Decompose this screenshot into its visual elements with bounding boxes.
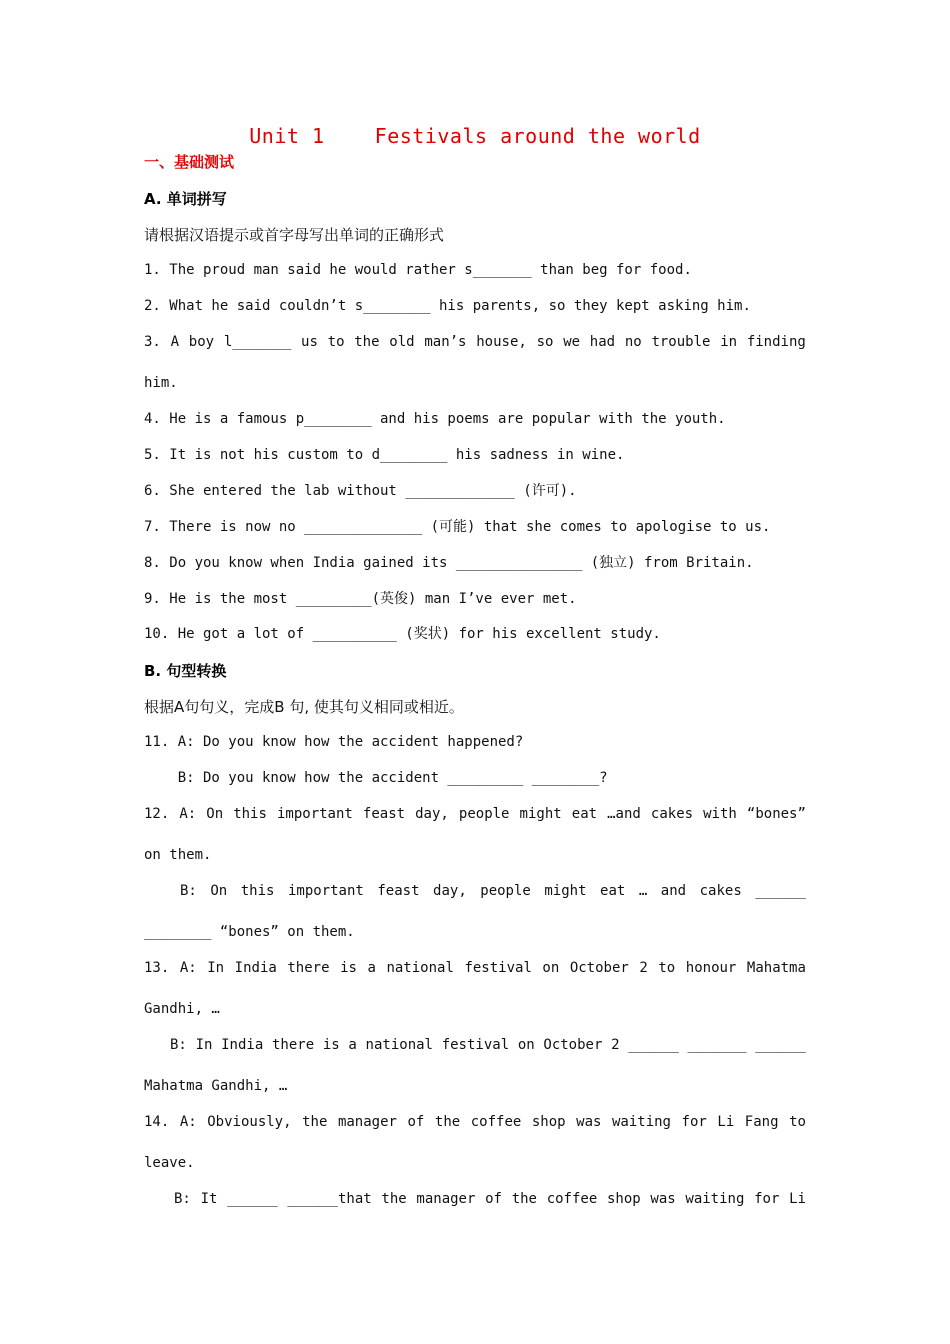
word: A [170, 334, 180, 350]
section-heading-basic-test: 一、基础测试 [144, 153, 235, 171]
word: might [544, 883, 587, 899]
word: important [276, 806, 353, 822]
word: B: [180, 883, 197, 899]
word: is [322, 1037, 340, 1053]
word: national [386, 960, 454, 976]
word: l_______ [223, 334, 292, 350]
word: Obviously, [207, 1114, 292, 1130]
exercise-line: 10. He got a lot of __________ (奖状) for his excellent study. [144, 626, 661, 642]
word: India [221, 1037, 264, 1053]
word: to [658, 960, 676, 976]
word: _______ [687, 1037, 747, 1053]
word: had [589, 334, 616, 350]
word: On [206, 806, 224, 822]
word: manager [337, 1114, 397, 1130]
word: old [389, 334, 415, 350]
word: this [233, 806, 267, 822]
word: in [720, 334, 738, 350]
word: coffee [470, 1114, 522, 1130]
exercise-line: Gandhi, … [144, 1001, 220, 1017]
word: festival [441, 1037, 510, 1053]
word: for [754, 1191, 780, 1207]
word: 3. [144, 334, 161, 350]
word: Li [789, 1191, 806, 1207]
exercise-line [144, 1189, 806, 1209]
word: ______ [755, 883, 806, 899]
word: …and [607, 806, 641, 822]
word: on [542, 960, 560, 976]
word: manager [416, 1191, 476, 1207]
exercise-line: 8. Do you know when India gained its _______________ (独立) from Britain. [144, 555, 754, 571]
word: to [789, 1114, 806, 1130]
word: cakes [699, 883, 742, 899]
exercise-line: 1. The proud man said he would rather s_______ than beg for food. [144, 262, 692, 278]
word: October [543, 1037, 603, 1053]
exercise-line: B: Do you know how the accident _________ ________? [144, 770, 608, 786]
exercise-line [144, 958, 806, 978]
exercise-line: 7. There is now no ______________ (可能) that she comes to apologise to us. [144, 519, 771, 535]
word: with [703, 806, 737, 822]
word: the [381, 1191, 407, 1207]
word: day, [433, 883, 467, 899]
exercise-line: 11. A: Do you know how the accident happened? [144, 734, 524, 750]
word: A: [179, 960, 197, 976]
word: there [287, 960, 330, 976]
word: ______that [287, 1191, 372, 1207]
word: ______ [755, 1037, 806, 1053]
word: national [365, 1037, 433, 1053]
word: October [569, 960, 629, 976]
part-b-instruction: 根据A句句义，完成B 句, 使其句义相同或相近。 [144, 698, 464, 716]
word: B: [174, 1191, 191, 1207]
word: important [287, 883, 364, 899]
word: is [340, 960, 357, 976]
word: might [519, 806, 562, 822]
word: the [511, 1191, 537, 1207]
word: In [195, 1037, 213, 1053]
word: this [240, 883, 275, 899]
word: boy [188, 334, 215, 350]
part-a-instruction: 请根据汉语提示或首字母写出单词的正确形式 [144, 226, 445, 244]
word: no [624, 334, 642, 350]
word: Li [717, 1114, 735, 1130]
word: A: [179, 806, 197, 822]
word: In [207, 960, 225, 976]
exercise-line: on them. [144, 847, 212, 863]
word: 13. [144, 960, 170, 976]
word: was [576, 1114, 602, 1130]
word: us [301, 334, 318, 350]
word: of [485, 1191, 502, 1207]
word: feast [377, 883, 420, 899]
word: ______ [628, 1037, 679, 1053]
word: the [354, 334, 380, 350]
word: waiting [685, 1191, 745, 1207]
word: so [536, 334, 554, 350]
word: honour [685, 960, 737, 976]
exercise-line [144, 881, 806, 901]
word: people [458, 806, 510, 822]
word: to [327, 334, 345, 350]
word: festival [464, 960, 532, 976]
exercise-line: 9. He is the most _________(英俊) man I’ve ever met. [144, 591, 577, 607]
exercise-line: ________ “bones” on them. [144, 924, 355, 940]
word: ______ [227, 1191, 278, 1207]
exercise-line: 4. He is a famous p________ and his poems are popular with the youth. [144, 411, 726, 427]
word: house, [476, 334, 527, 350]
exercise-line [144, 332, 806, 352]
word: … [638, 883, 648, 899]
word: cakes [650, 806, 694, 822]
exercise-line [144, 1035, 806, 1055]
word: we [563, 334, 581, 350]
word: coffee [546, 1191, 598, 1207]
word: people [480, 883, 531, 899]
word: 2 [639, 960, 648, 976]
word: It [200, 1191, 218, 1207]
word: of [407, 1114, 425, 1130]
word: day, [415, 806, 449, 822]
word: A: [179, 1114, 197, 1130]
word: shop [606, 1191, 641, 1207]
word: on [517, 1037, 535, 1053]
word: was [650, 1191, 676, 1207]
word: finding [746, 334, 806, 350]
exercise-line: 2. What he said couldn’t s________ his parents, so they kept asking him. [144, 298, 751, 314]
exercise-line [144, 1112, 806, 1132]
exercise-line: 6. She entered the lab without _____________ (许可). [144, 483, 577, 499]
exercise-line: leave. [144, 1155, 195, 1171]
exercise-line: 5. It is not his custom to d________ his sadness in wine. [144, 447, 625, 463]
exercise-line: Mahatma Gandhi, … [144, 1078, 288, 1094]
part-b-heading: B. 句型转换 [144, 662, 227, 680]
word: there [271, 1037, 315, 1053]
word: the [302, 1114, 328, 1130]
word: a [367, 960, 376, 976]
word: eat [571, 806, 598, 822]
word: 12. [144, 806, 170, 822]
word: Mahatma [746, 960, 806, 976]
word: a [348, 1037, 357, 1053]
word: 14. [144, 1114, 170, 1130]
word: and [660, 883, 687, 899]
word: man’s [424, 334, 467, 350]
word: India [234, 960, 277, 976]
word: B: [170, 1037, 187, 1053]
exercise-line: him. [144, 375, 178, 391]
part-a-heading: A. 单词拼写 [144, 190, 227, 208]
word: waiting [611, 1114, 671, 1130]
page-title: Unit 1 Festivals around the world [249, 124, 701, 148]
word: On [210, 883, 228, 899]
word: 2 [611, 1037, 620, 1053]
word: feast [362, 806, 406, 822]
word: for [681, 1114, 707, 1130]
exercise-line [144, 804, 806, 824]
word: Fang [744, 1114, 779, 1130]
word: shop [531, 1114, 566, 1130]
word: trouble [651, 334, 711, 350]
word: the [434, 1114, 461, 1130]
word: “bones” [746, 806, 806, 822]
word: eat [600, 883, 626, 899]
